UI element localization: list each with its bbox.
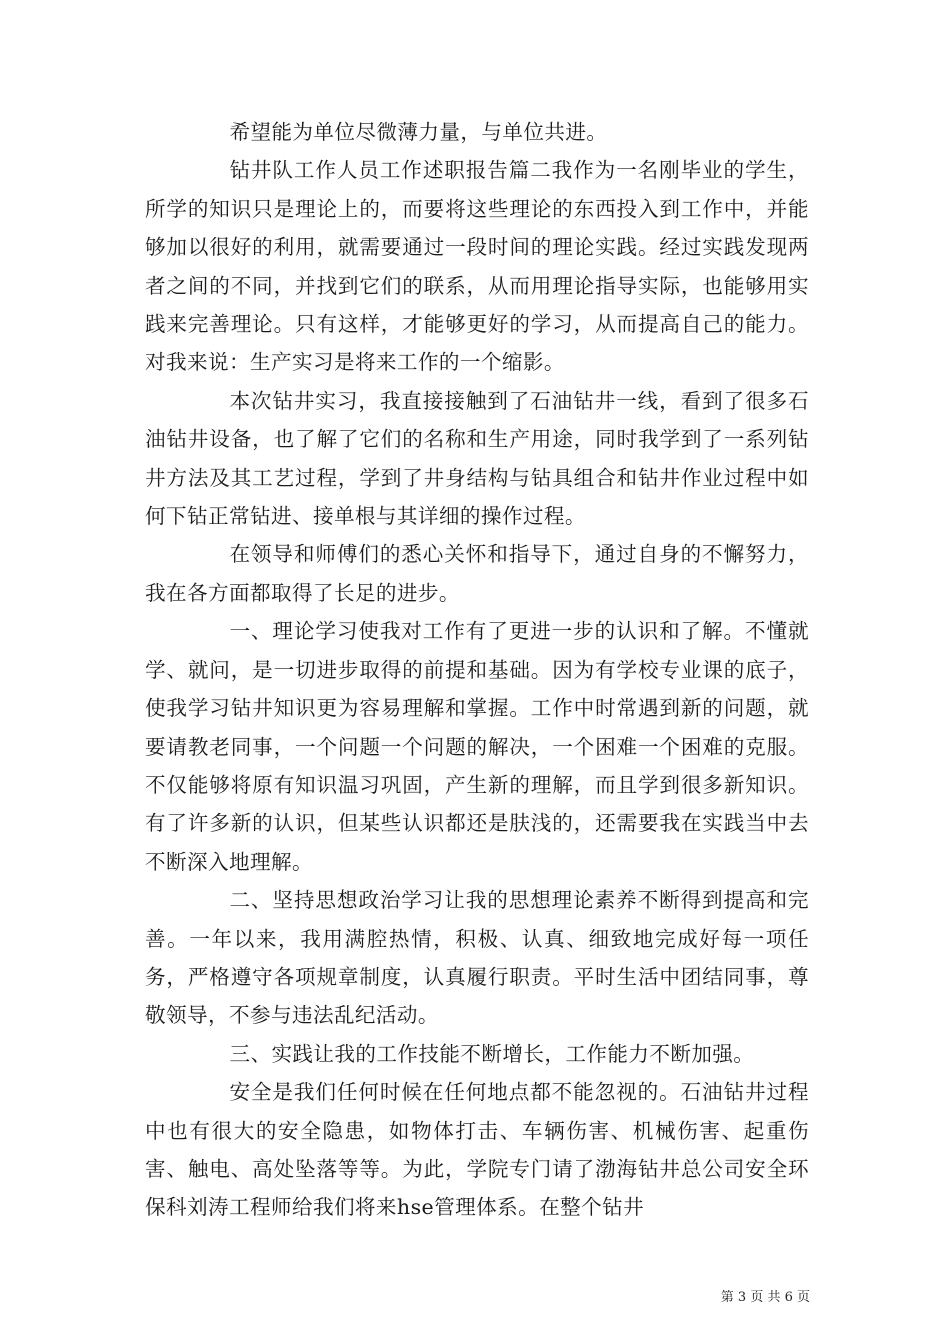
page-number-footer: 第 3 页 共 6 页 [720, 1290, 810, 1305]
paragraph-3: 本次钻井实习，我直接接触到了石油钻井一线，看到了很多石油钻井设备，也了解了它们的名称和生产用途，同时我学到了一系列钻井方法及其工艺过程，学到了井身结构与钻具组合和钻井作业过程中如何下钻正常钻进、接单根与其详细的操作过程。 [145, 388, 809, 529]
paragraph-5: 一、理论学习使我对工作有了更进一步的认识和了解。不懂就学、就问，是一切进步取得的前提和基础。因为有学校专业课的底子，使我学习钻井知识更为容易理解和掌握。工作中时常遇到新的问题，就要请教老同事，一个问题一个问题的解决，一个困难一个困难的克服。不仅能够将原有知识温习巩固，产生新的理解，而且学到很多新知识。有了许多新的认识，但某些认识都还是肤浅的，还需要我在实践当中去不断深入地理解。 [145, 619, 809, 874]
paragraph-1: 希望能为单位尽微薄力量，与单位共进。 [229, 120, 608, 144]
document-body [145, 113, 809, 1227]
paragraph-6: 二、坚持思想政治学习让我的思想理论素养不断得到提高和完善。一年以来，我用满腔热情，积极、认真、细致地完成好每一项任务，严格遵守各项规章制度，认真履行职责。平时生活中团结同事，尊敬领导，不参与违法乱纪活动。 [145, 888, 809, 1028]
paragraph-4: 在领导和师傅们的悉心关怀和指导下，通过自身的不懈努力，我在各方面都取得了长足的进步。 [145, 542, 809, 605]
paragraph-8: 安全是我们任何时候在任何地点都不能忽视的。石油钻井过程中也有很大的安全隐患，如物体打击、车辆伤害、机械伤害、起重伤害、触电、高处坠落等等。为此，学院专门请了渤海钻井总公司安全环保科刘涛工程师给我们将来hse管理体系。在整个钻井 [145, 1080, 809, 1220]
paragraph-2: 钻井队工作人员工作述职报告篇二我作为一名刚毕业的学生，所学的知识只是理论上的，而要将这些理论的东西投入到工作中，并能够加以很好的利用，就需要通过一段时间的理论实践。经过实践发现两者之间的不同，并找到它们的联系，从而用理论指导实际，也能够用实践来完善理论。只有这样，才能够更好的学习，从而提高自己的能力。对我来说：生产实习是将来工作的一个缩影。 [145, 158, 809, 375]
paragraph-7: 三、实践让我的工作技能不断增长，工作能力不断加强。 [229, 1041, 755, 1066]
